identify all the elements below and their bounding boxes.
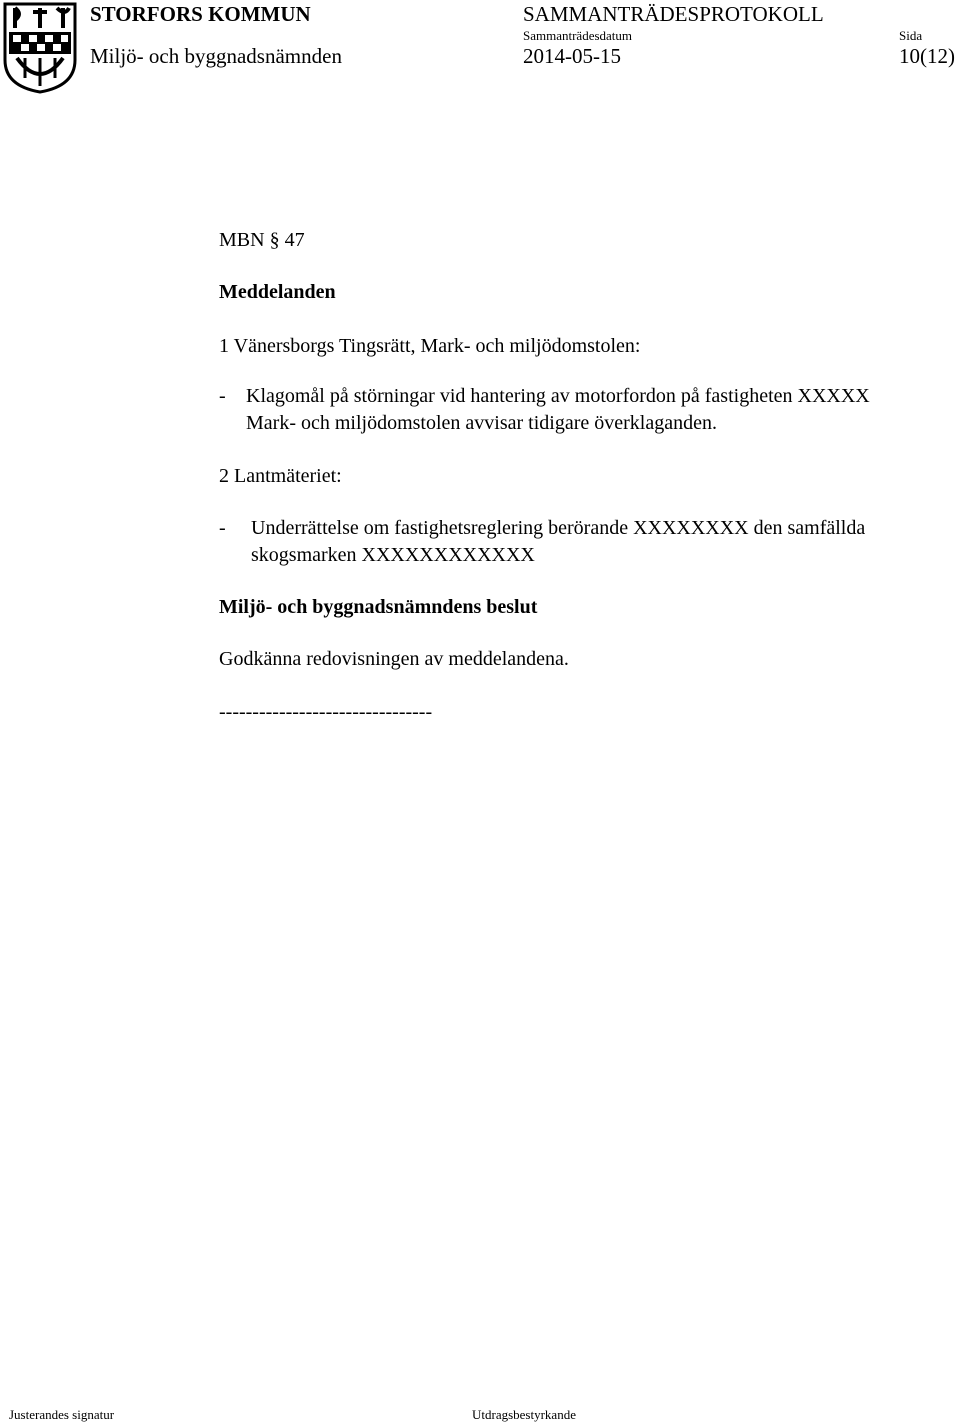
decision-heading: Miljö- och byggnadsnämndens beslut bbox=[219, 596, 538, 618]
extract-certification-label: Utdragsbestyrkande bbox=[472, 1407, 576, 1422]
item-2-bullet-marker: - bbox=[219, 517, 226, 539]
item-2-bullet-line-2: skogsmarken XXXXXXXXXXXX bbox=[251, 544, 535, 566]
item-1-bullet-line-2: Mark- och miljödomstolen avvisar tidigare överklaganden. bbox=[246, 412, 717, 434]
page-label: Sida bbox=[899, 28, 923, 43]
page-number: 10(12) bbox=[899, 44, 955, 68]
document-type: SAMMANTRÄDESPROTOKOLL bbox=[523, 2, 824, 26]
adjuster-signature-label: Justerandes signatur bbox=[9, 1407, 115, 1422]
decision-text: Godkänna redovisningen av meddelandena. bbox=[219, 648, 569, 670]
organization-name: STORFORS KOMMUN bbox=[90, 2, 311, 26]
section-heading: Meddelanden bbox=[219, 281, 336, 303]
meeting-date: 2014-05-15 bbox=[523, 44, 621, 68]
item-2-bullet-line-1: Underrättelse om fastighetsreglering berörande XXXXXXXX den samfällda bbox=[251, 517, 866, 539]
item-2-title: 2 Lantmäteriet: bbox=[219, 465, 342, 487]
item-1-bullet-line-1: Klagomål på störningar vid hantering av motorfordon på fastigheten XXXXX bbox=[246, 385, 870, 407]
meeting-date-label: Sammanträdesdatum bbox=[523, 28, 633, 43]
item-1-bullet-marker: - bbox=[219, 385, 226, 407]
paragraph-reference: MBN § 47 bbox=[219, 229, 305, 251]
item-1-title: 1 Vänersborgs Tingsrätt, Mark- och miljödomstolen: bbox=[219, 335, 641, 357]
municipal-coat-of-arms-icon bbox=[3, 2, 77, 94]
separator-line: -------------------------------- bbox=[219, 701, 433, 723]
committee-name: Miljö- och byggnadsnämnden bbox=[90, 44, 342, 68]
